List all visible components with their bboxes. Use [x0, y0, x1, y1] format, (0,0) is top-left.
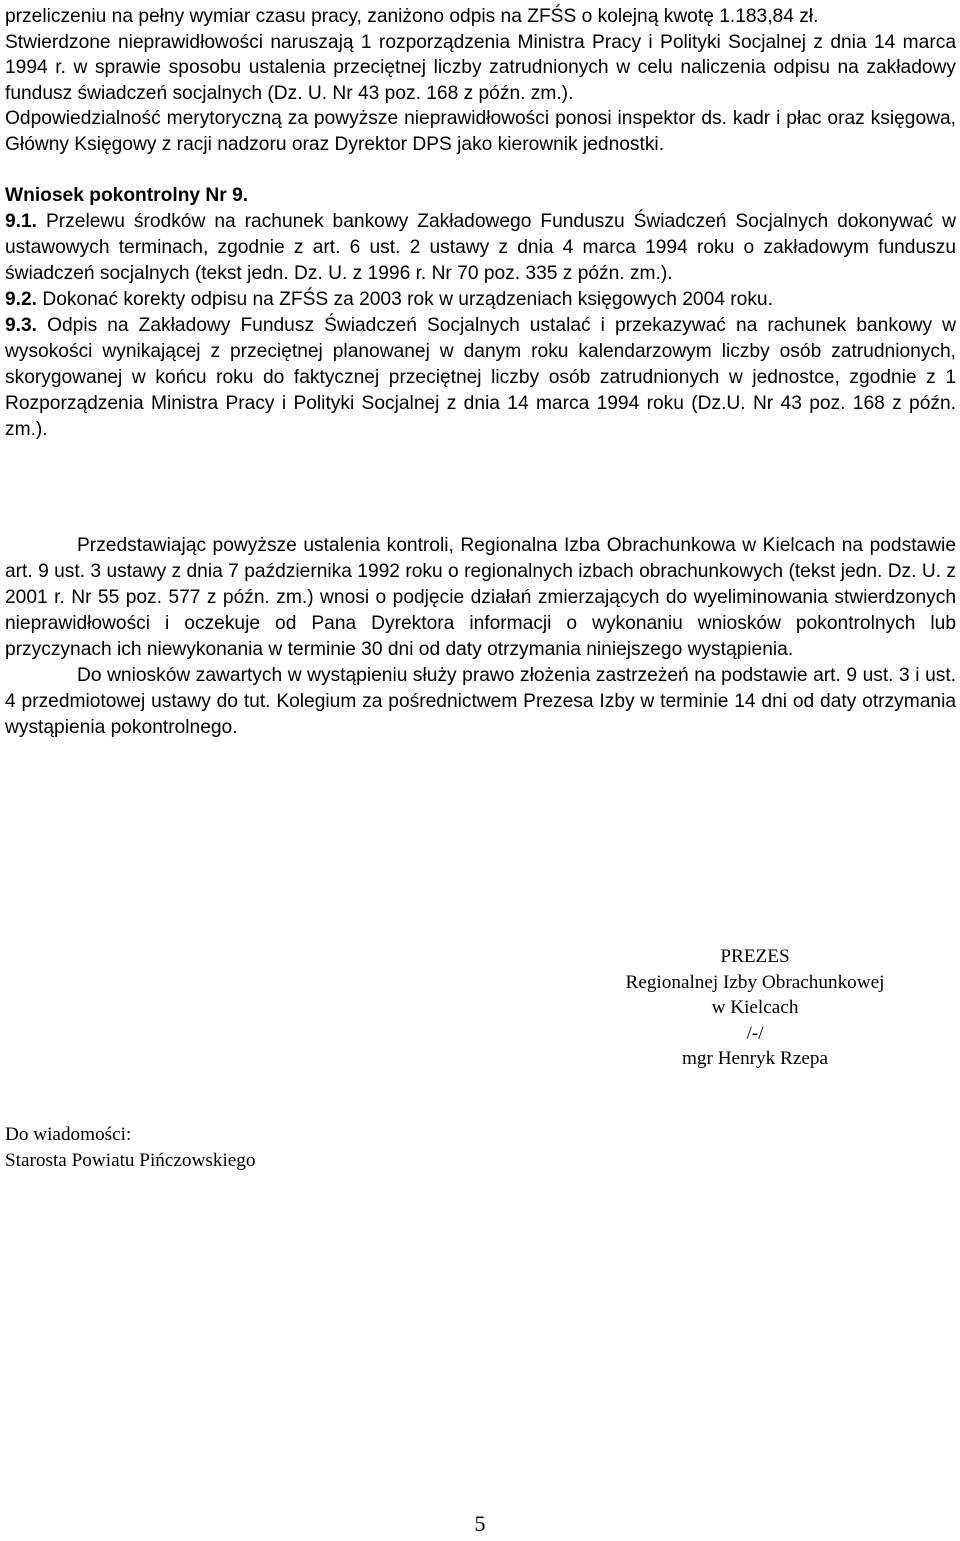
page-number: 5 — [474, 1511, 486, 1536]
motion-item-text: Dokonać korekty odpisu na ZFŚS za 2003 rok w urządzeniach księgowych 2004 roku. — [37, 289, 773, 310]
motion-item-number: 9.2. — [5, 289, 38, 310]
motion-item-1 — [5, 209, 956, 287]
signature-title: PREZES — [720, 946, 790, 967]
document-page — [5, 0, 956, 741]
motion-item-number: 9.1. — [5, 211, 38, 232]
intro-paragraph-2: Stwierdzone nieprawidłowości naruszają 1 rozporządzenia Ministra Pracy i Polityki Socjalnej z dnia 14 marca 1994 r. w sprawie sposobu ustalenia przeciętnej liczby zatrudnionych w celu naliczenia odpisu na zakładowy fundusz świadczeń socjalnych (Dz. U. Nr 43 poz. 168 z późn. zm.). — [5, 31, 956, 104]
cc-block — [5, 1122, 255, 1173]
cc-label: Do wiadomości: — [5, 1124, 132, 1145]
cc-recipient: Starosta Powiatu Pińczowskiego — [5, 1149, 256, 1171]
signature-city: w Kielcach — [711, 997, 799, 1018]
signature-name: mgr Henryk Rzepa — [682, 1048, 828, 1069]
motion-item-2 — [5, 287, 956, 313]
intro-paragraph-1: przeliczeniu na pełny wymiar czasu pracy, zaniżono odpis na ZFŚS o kolejną kwotę 1.183,84 zł. — [5, 6, 819, 27]
signature-institution: Regionalnej Izby Obrachunkowej — [625, 971, 885, 993]
intro-paragraph-3: Odpowiedzialność merytoryczną za powyższe nieprawidłowości ponosi inspektor ds. kadr i płac oraz księgowa, Główny Księgowy z racji nadzoru oraz Dyrektor DPS jako kierownik jednostki. — [5, 108, 956, 155]
motion-item-number: 9.3. — [5, 315, 38, 336]
motion-item-3 — [5, 313, 956, 443]
signature-mark: /-/ — [746, 1022, 764, 1044]
summary-paragraph-1: Przedstawiając powyższe ustalenia kontroli, Regionalna Izba Obrachunkowa w Kielcach na podstawie art. 9 ust. 3 ustawy z dnia 7 października 1992 roku o regionalnych izbach obrachunkowych (tekst jedn. Dz. U. z 2001 r. Nr 55 poz. 577 z późn. zm.) wnosi o podjęcie działań zmierzających do wyeliminowania stwierdzonych nieprawidłowości i oczekuje od Pana Dyrektora informacji o wykonaniu wniosków pokontrolnych lub przyczynach ich niewykonania w terminie 30 dni od daty otrzymania niniejszego wystąpienia. — [5, 535, 956, 660]
motion-item-text: Przelewu środków na rachunek bankowy Zakładowego Funduszu Świadczeń Socjalnych dokonywać w ustawowych terminach, zgodnie z art. 6 ust. 2 ustawy z dnia 4 marca 1994 roku o zakładowym funduszu świadczeń socjalnych (tekst jedn. Dz. U. z 1996 r. Nr 70 poz. 335 z późn. zm.). — [5, 211, 956, 284]
motion-item-text: Odpis na Zakładowy Fundusz Świadczeń Socjalnych ustalać i przekazywać na rachunek bankowy w wysokości wynikającej z przeciętnej planowanej w danym roku kalendarzowym liczby osób zatrudnionych, skorygowanej w końcu roku do faktycznej przeciętnej liczby osób zatrudnionych w jednostce, zgodnie z 1 Rozporządzenia Ministra Pracy i Polityki Socjalnej z dnia 14 marca 1994 roku (Dz.U. Nr 43 poz. 168 z późn. zm.). — [5, 315, 956, 440]
summary-paragraph-2: Do wniosków zawartych w wystąpieniu służy prawo złożenia zastrzeżeń na podstawie art. 9 ust. 3 i ust. 4 przedmiotowej ustawy do tut. Kolegium za pośrednictwem Prezesa Izby w terminie 14 dni od daty otrzymania wystąpienia pokontrolnego. — [5, 665, 956, 738]
motion-heading: Wniosek pokontrolny Nr 9. — [5, 185, 249, 206]
signature-block — [600, 944, 910, 1072]
